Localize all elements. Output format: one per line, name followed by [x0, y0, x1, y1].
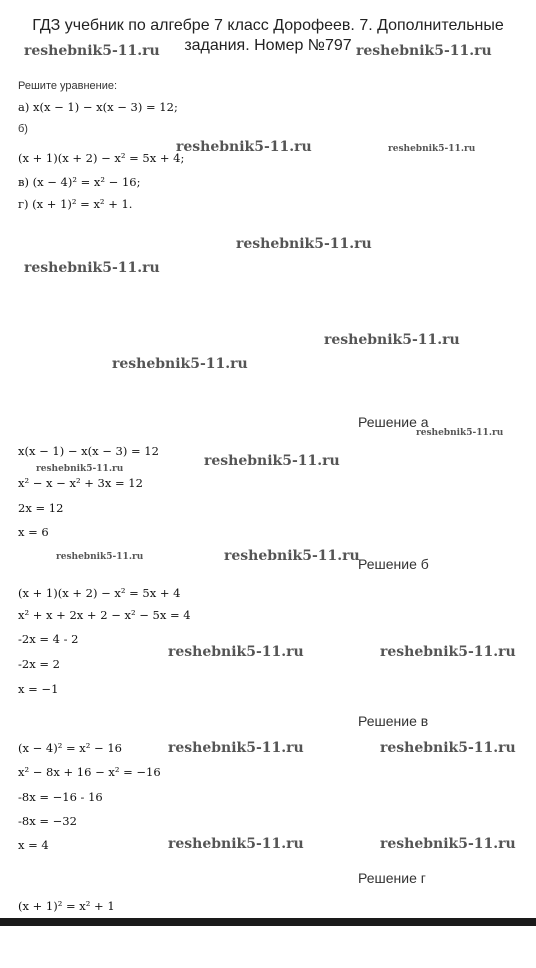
solution-c-heading: Решение в [358, 713, 429, 729]
task-item-c: в) (x − 4)² = x² − 16; [18, 175, 141, 189]
task-item-b: (x + 1)(x + 2) − x² = 5x + 4; [18, 151, 185, 165]
task-item-b-label: б) [18, 123, 28, 135]
solution-c-line: -8x = −32 [18, 814, 77, 828]
solution-b-heading: Решение б [358, 556, 429, 572]
watermark: reshebnik5-11.ru [380, 740, 516, 756]
task-prompt: Решите уравнение: [18, 80, 118, 92]
watermark: reshebnik5-11.ru [356, 43, 492, 59]
solution-b-line: (x + 1)(x + 2) − x² = 5x + 4 [18, 586, 181, 600]
page-title: ГДЗ учебник по алгебре 7 класс Дорофеев. 7. Дополнительные задания. Номер №797 [32, 17, 504, 54]
solution-a-line: 2x = 12 [18, 501, 64, 515]
watermark: reshebnik5-11.ru [204, 453, 340, 469]
watermark: reshebnik5-11.ru [168, 740, 304, 756]
solution-a-line: x = 6 [18, 525, 49, 539]
watermark: reshebnik5-11.ru [380, 644, 516, 660]
watermark: reshebnik5-11.ru [388, 144, 476, 154]
watermark: reshebnik5-11.ru [56, 552, 144, 562]
solution-a-heading: Решение а [358, 414, 429, 430]
solution-b-line: x = −1 [18, 682, 59, 696]
solution-b-line: -2x = 2 [18, 657, 60, 671]
watermark: reshebnik5-11.ru [168, 644, 304, 660]
watermark: reshebnik5-11.ru [36, 464, 124, 474]
watermark: reshebnik5-11.ru [416, 428, 504, 438]
solution-d-heading: Решение г [358, 870, 426, 886]
solution-c-line: x = 4 [18, 838, 49, 852]
watermark: reshebnik5-11.ru [112, 356, 248, 372]
solution-b-line: -2x = 4 - 2 [18, 632, 79, 646]
watermark: reshebnik5-11.ru [324, 332, 460, 348]
watermark: reshebnik5-11.ru [168, 836, 304, 852]
task-item-a: а) x(x − 1) − x(x − 3) = 12; [18, 100, 178, 114]
solution-a-line: x(x − 1) − x(x − 3) = 12 [18, 444, 159, 458]
watermark: reshebnik5-11.ru [24, 260, 160, 276]
solution-c-line: (x − 4)² = x² − 16 [18, 741, 122, 755]
watermark: reshebnik5-11.ru [176, 139, 312, 155]
solution-a-line: x² − x − x² + 3x = 12 [18, 476, 143, 490]
task-item-d: г) (x + 1)² = x² + 1. [18, 197, 133, 211]
watermark: reshebnik5-11.ru [236, 236, 372, 252]
solution-d-line: (x + 1)² = x² + 1 [18, 899, 115, 913]
watermark: reshebnik5-11.ru [24, 43, 160, 59]
solution-c-line: -8x = −16 - 16 [18, 790, 103, 804]
solution-b-line: x² + x + 2x + 2 − x² − 5x = 4 [18, 608, 191, 622]
solution-c-line: x² − 8x + 16 − x² = −16 [18, 765, 161, 779]
watermark: reshebnik5-11.ru [380, 836, 516, 852]
watermark: reshebnik5-11.ru [224, 548, 360, 564]
bottom-bar [0, 918, 536, 968]
